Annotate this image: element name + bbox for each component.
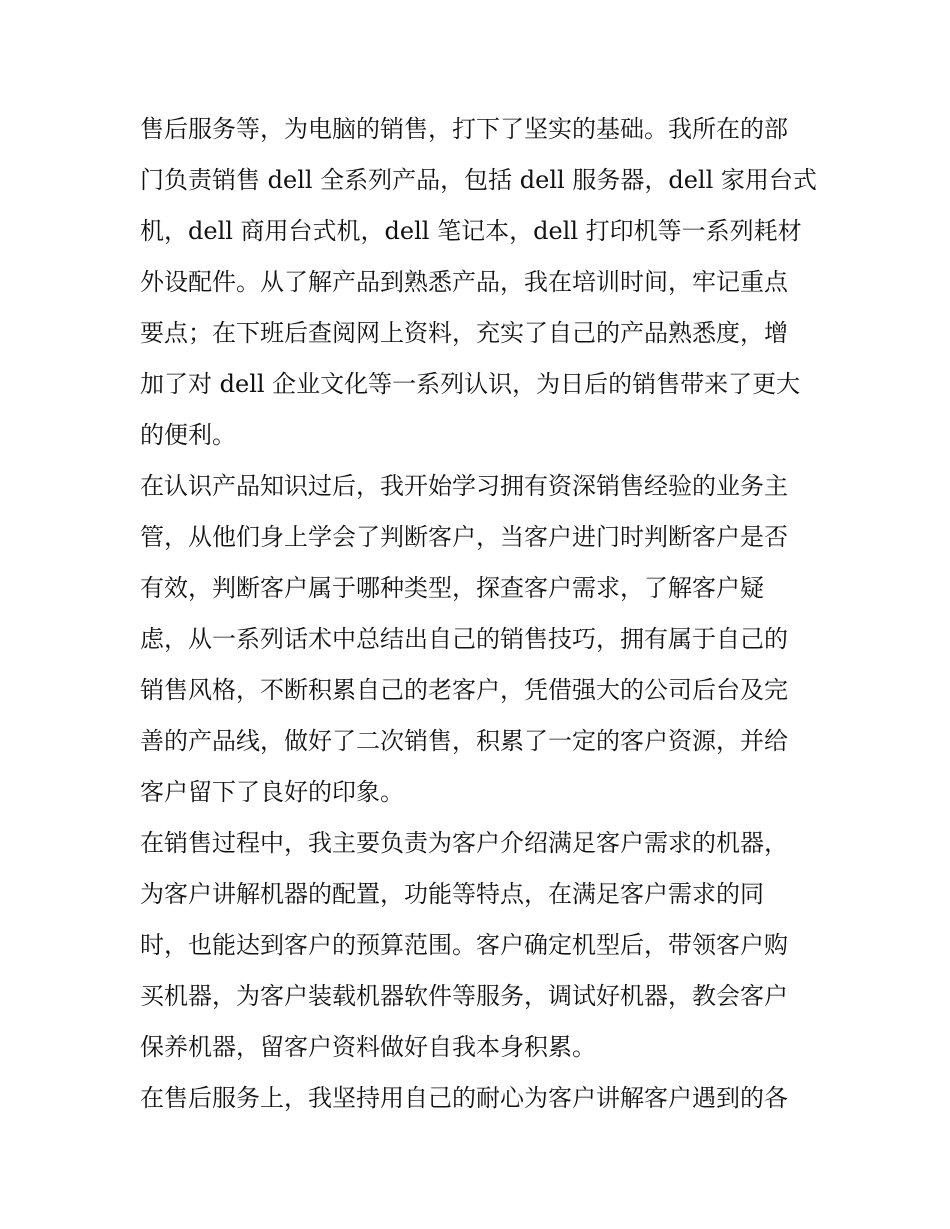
- text-line: 管，从他们身上学会了判断客户，当客户进门时判断客户是否: [140, 523, 788, 551]
- text-line: 时，也能达到客户的预算范围。客户确定机型后，带领客户购: [140, 931, 788, 959]
- text-line: 为客户讲解机器的配置，功能等特点，在满足客户需求的同: [140, 880, 764, 908]
- text-line: 加了对 dell 企业文化等一系列认识，为日后的销售带来了更大: [140, 370, 801, 398]
- text-line: 虑，从一系列话术中总结出自己的销售技巧，拥有属于自己的: [140, 625, 788, 653]
- text-line: 售后服务等，为电脑的销售，打下了坚实的基础。我所在的部: [140, 115, 788, 143]
- text-line: 机，dell 商用台式机，dell 笔记本，dell 打印机等一系列耗材: [140, 217, 802, 245]
- text-line: 的便利。: [140, 421, 236, 449]
- text-line: 有效，判断客户属于哪种类型，探查客户需求，了解客户疑: [140, 574, 764, 602]
- text-line: 客户留下了良好的印象。: [140, 778, 404, 806]
- document-body: [140, 104, 820, 1124]
- text-line: 保养机器，留客户资料做好自我本身积累。: [140, 1033, 596, 1061]
- text-line: 在销售过程中，我主要负责为客户介绍满足客户需求的机器，: [140, 829, 788, 857]
- text-line: 要点；在下班后查阅网上资料，充实了自己的产品熟悉度，增: [140, 319, 788, 347]
- text-line: 买机器，为客户装载机器软件等服务，调试好机器，教会客户: [140, 982, 788, 1010]
- text-line: 外设配件。从了解产品到熟悉产品，我在培训时间，牢记重点: [140, 268, 788, 296]
- text-line: 销售风格，不断积累自己的老客户，凭借强大的公司后台及完: [140, 676, 788, 704]
- text-line: 在认识产品知识过后，我开始学习拥有资深销售经验的业务主: [140, 472, 788, 500]
- text-line: 在售后服务上，我坚持用自己的耐心为客户讲解客户遇到的各: [140, 1084, 788, 1112]
- text-line: 善的产品线，做好了二次销售，积累了一定的客户资源，并给: [140, 727, 788, 755]
- text-line: 门负责销售 dell 全系列产品，包括 dell 服务器，dell 家用台式: [140, 166, 817, 194]
